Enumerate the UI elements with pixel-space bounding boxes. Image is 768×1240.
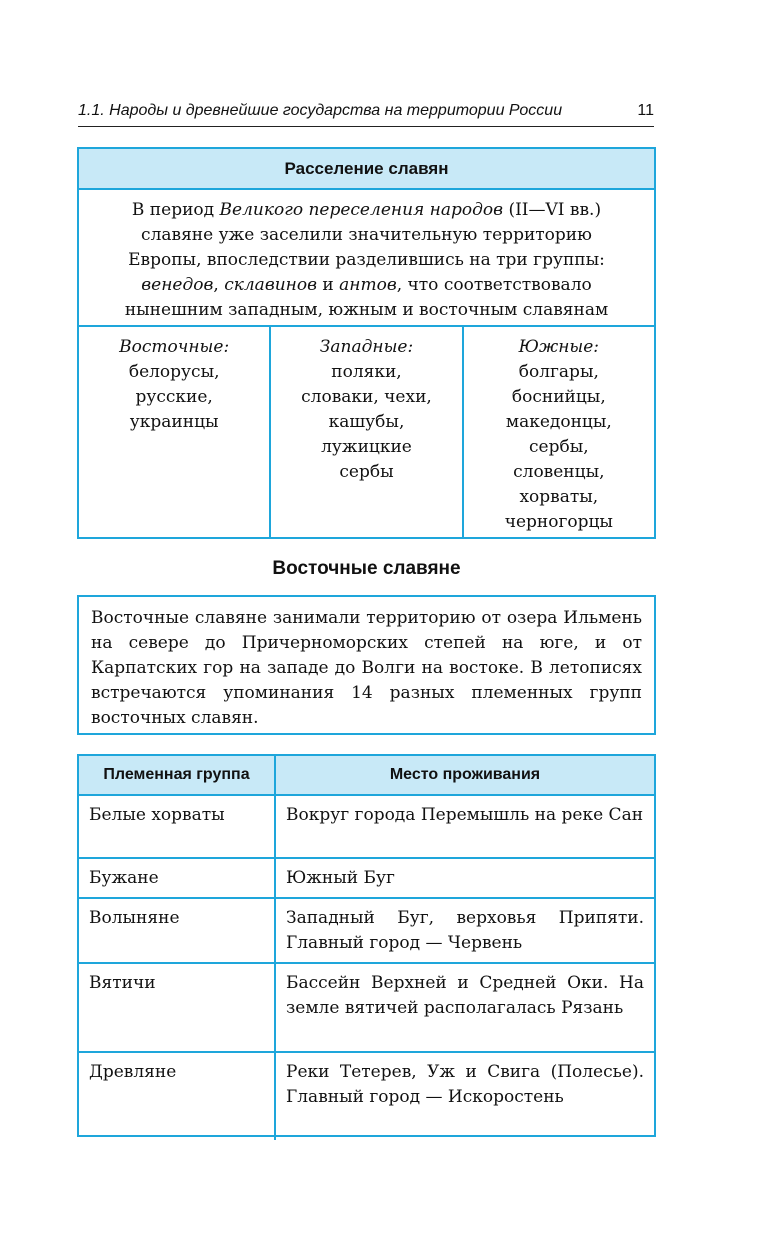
tribe-place: Вокруг города Перемышль на реке Сан [275, 795, 654, 858]
emphasis: склавинов [224, 275, 317, 295]
emphasis: венедов [141, 275, 214, 295]
people: сербы, [529, 437, 589, 457]
tribes-table [77, 754, 656, 1137]
table-row [79, 898, 654, 963]
group-south [464, 327, 654, 537]
table-row [79, 1052, 654, 1140]
intro-line: нынешним западным, южным и восточным славянам [124, 300, 609, 320]
people: боснийцы, [511, 387, 606, 407]
group-east [79, 327, 271, 537]
emphasis: антов [339, 275, 397, 295]
tribe-name: Белые хорваты [89, 805, 225, 825]
tribe-place: Западный Буг, верховья Припяти. Главный город — Червень [275, 898, 654, 963]
intro-line: Европы, впоследствии разделившись на три группы: [128, 250, 605, 270]
group-title: Южные: [518, 337, 600, 357]
people: болгары, [518, 362, 599, 382]
table-row [79, 858, 654, 898]
settlement-table [77, 147, 656, 539]
group-title: Восточные: [119, 337, 230, 357]
east-slavs-text: Восточные славяне занимали территорию от озера Ильмень на севере до Причерноморских степей на юге, и от Карпатских гор на западе до Волги на востоке. В летописях встречаются упоминания 14 разных племенных групп восточных славян. [91, 608, 642, 728]
tribe-place: Южный Буг [275, 858, 654, 898]
intro-line: венедов, склавинов и антов, что соответствовало [141, 275, 592, 295]
page-number: 11 [637, 102, 654, 119]
tribe-name: Бужане [79, 858, 275, 898]
people: словаки, чехи, [301, 387, 432, 407]
people: македонцы, [505, 412, 612, 432]
group-west [271, 327, 463, 537]
column-header: Племенная группа [79, 756, 275, 795]
people: поляки, [331, 362, 402, 382]
people: хорваты, [519, 487, 599, 507]
people: сербы [339, 462, 394, 482]
intro-line: славяне уже заселили значительную территорию [141, 225, 592, 245]
tribe-name: Древляне [79, 1052, 275, 1140]
people: белорусы, [128, 362, 220, 382]
people: русские, [135, 387, 213, 407]
tribe-place: Реки Тетерев, Уж и Свига (Полесье). Главный город — Искоростень [275, 1052, 654, 1140]
page-header [78, 100, 654, 127]
slav-groups [79, 327, 654, 537]
table-header-row [79, 756, 654, 795]
tribe-name: Волыняне [79, 898, 275, 963]
table-row [79, 795, 654, 858]
people: лужицкие [321, 437, 412, 457]
emphasis: Великого переселения народов [219, 200, 504, 220]
people: украинцы [129, 412, 219, 432]
group-title: Западные: [319, 337, 414, 357]
table-row [79, 963, 654, 1052]
people: словенцы, [513, 462, 605, 482]
tribe-place: Бассейн Верхней и Средней Оки. На земле вятичей располагалась Рязань [275, 963, 654, 1052]
running-title: 1.1. Народы и древнейшие государства на территории России [78, 102, 563, 119]
tribes-grid [79, 756, 654, 1140]
east-slavs-box [77, 595, 656, 735]
intro-line: В период Великого переселения народов (II—VI вв.) [131, 200, 602, 220]
column-header: Место проживания [275, 756, 654, 795]
settlement-title: Расселение славян [79, 149, 654, 190]
settlement-intro [79, 190, 654, 327]
people: кашубы, [328, 412, 405, 432]
section-heading: Восточные славяне [272, 558, 461, 579]
people: черногорцы [504, 512, 613, 532]
tribe-name: Вятичи [79, 963, 275, 1052]
